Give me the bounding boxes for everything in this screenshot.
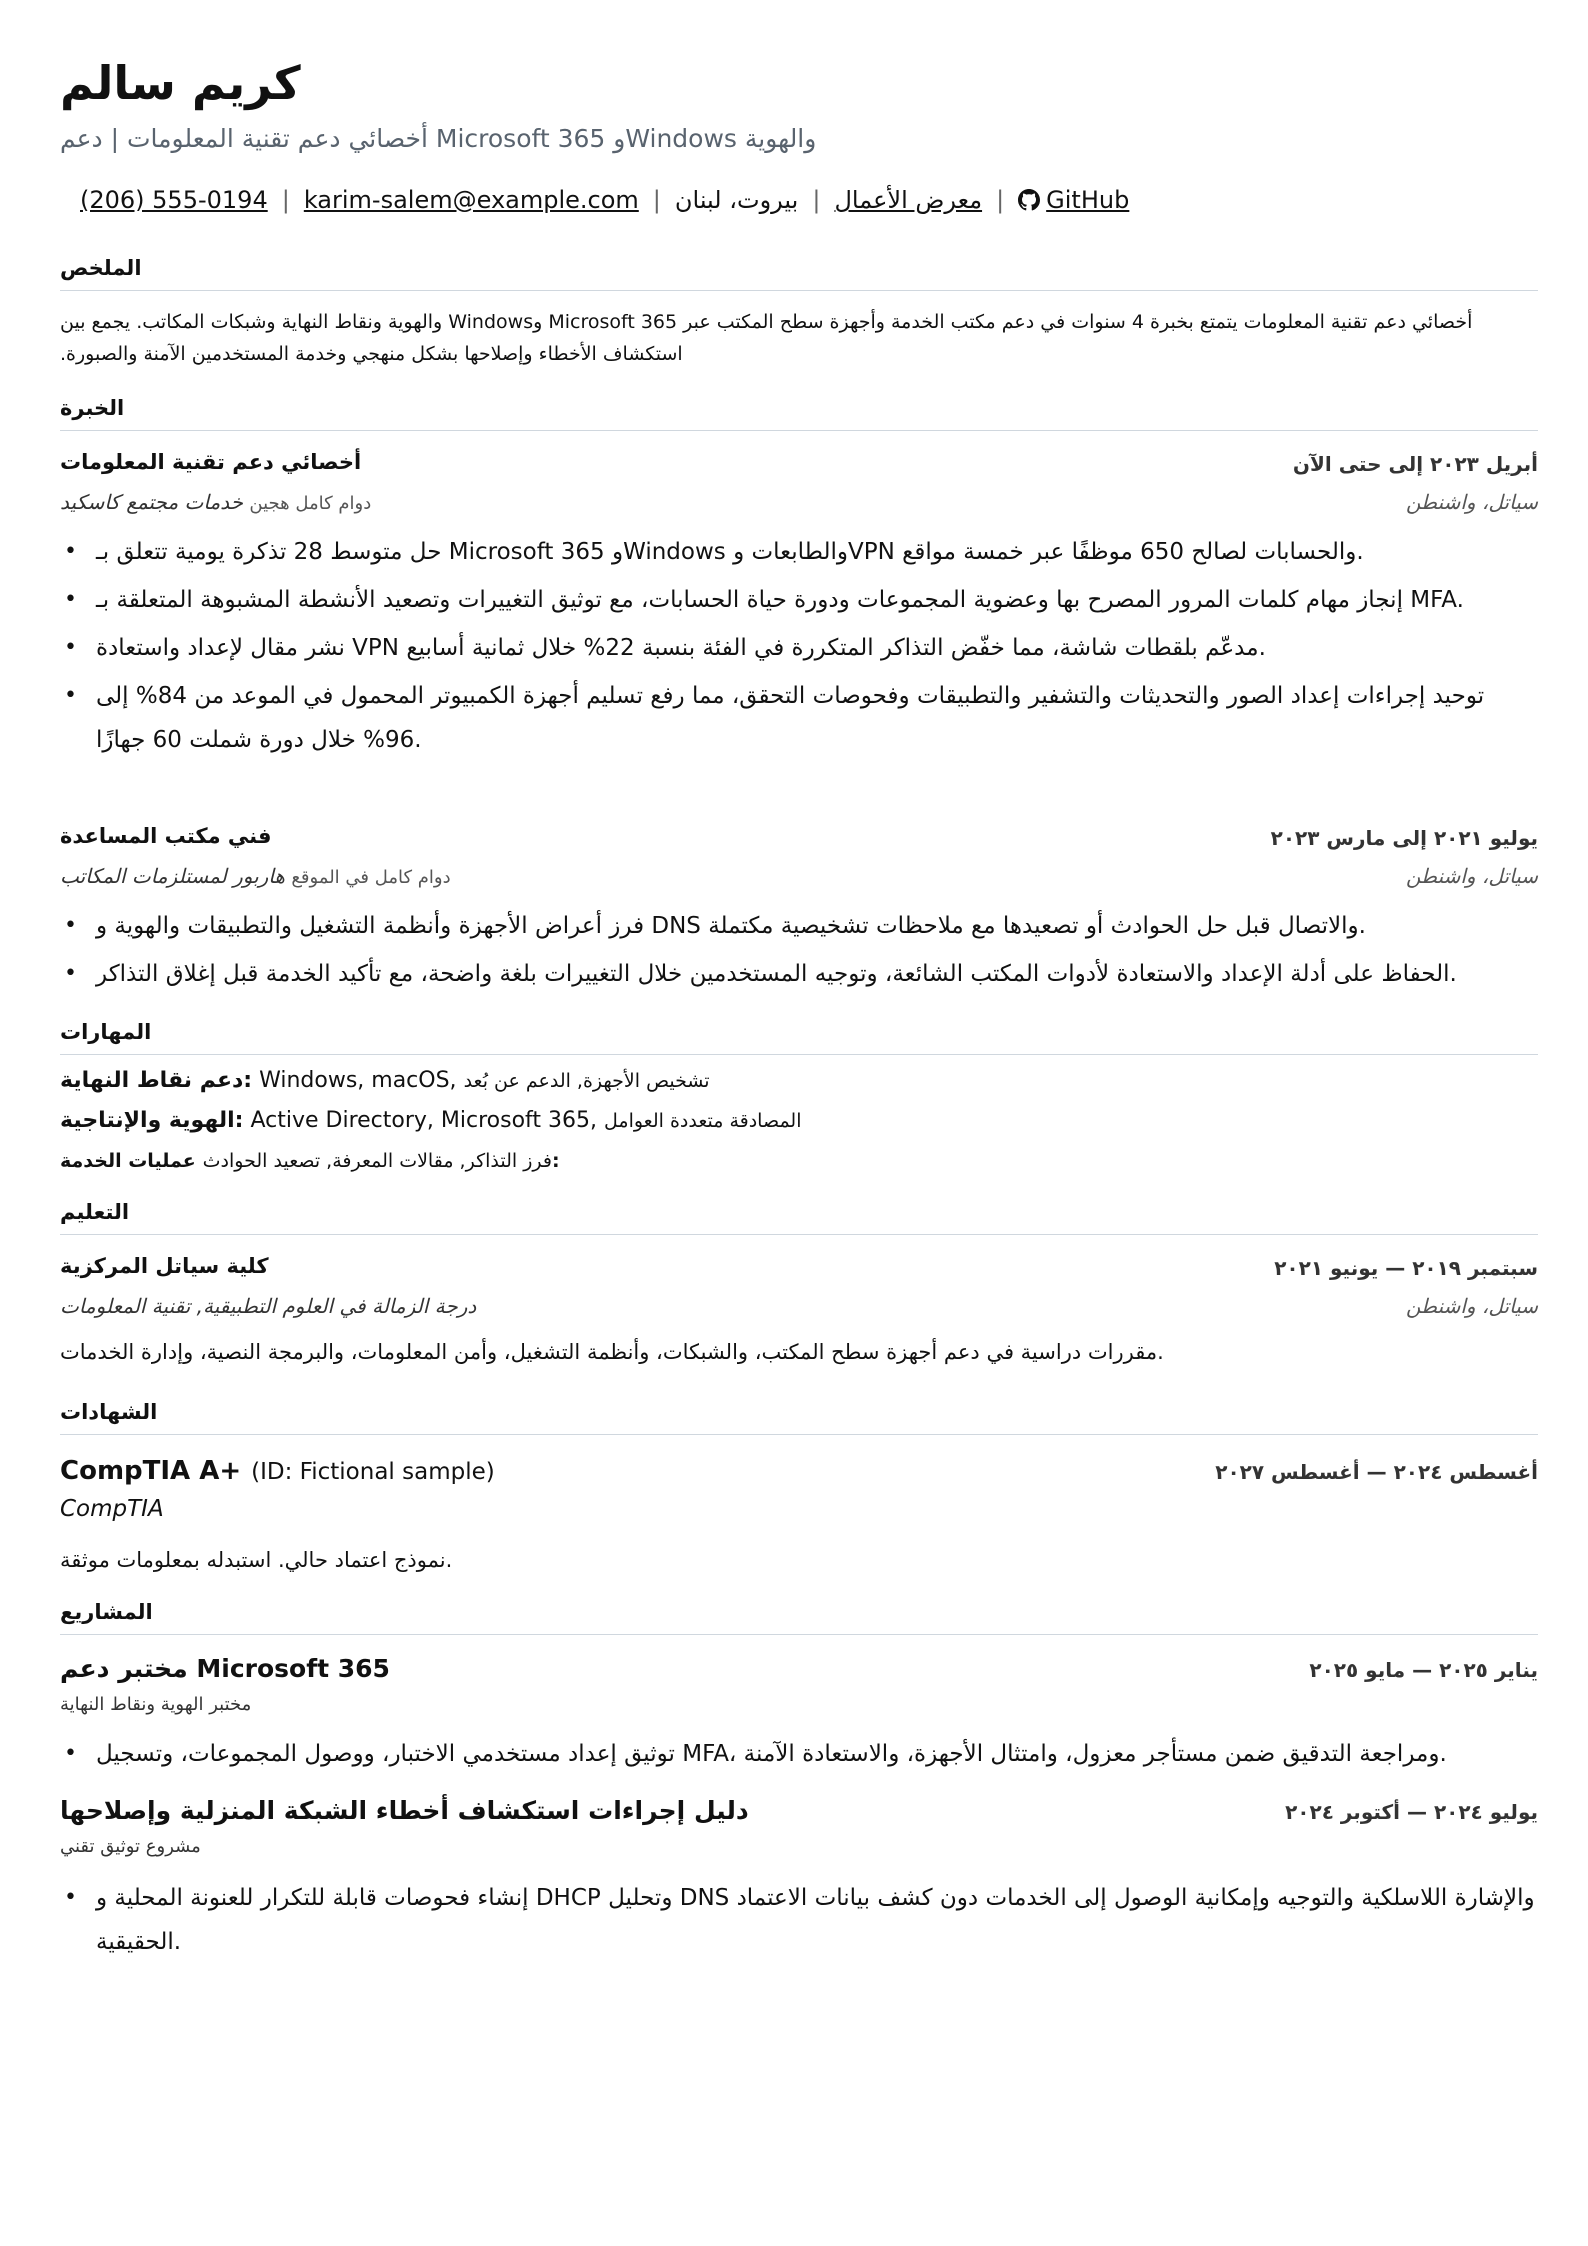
skill-values-ar: تشخيص الأجهزة, الدعم عن بُعد xyxy=(463,1070,710,1092)
job-dates: يوليو ٢٠٢١ إلى مارس ٢٠٢٣ xyxy=(1270,826,1538,850)
cert-issuer: CompTIA xyxy=(60,1496,164,1522)
project-subtitle: مختبر الهوية ونقاط النهاية xyxy=(60,1694,252,1715)
cert-dates: أغسطس ٢٠٢٤ — أغسطس ٢٠٢٧ xyxy=(1215,1460,1538,1484)
skill-label: دعم نقاط النهاية: xyxy=(60,1068,253,1093)
list-item: • إنشاء فحوصات قابلة للتكرار للعنونة المحلية و DHCP وتحليل DNS والإشارة اللاسلكية والتوجيه وإمكانية الوصول إلى الخدمات دون كشف بيانات الاعتماد الحقيقية. xyxy=(60,1876,1538,1964)
school-name: كلية سياتل المركزية xyxy=(60,1254,269,1278)
section-title-experience: الخبرة xyxy=(60,396,1538,431)
degree xyxy=(60,1294,476,1318)
company-name: هاربور لمستلزمات المكاتب xyxy=(60,864,285,888)
email-link[interactable]: karim-salem@example.com xyxy=(303,186,639,214)
section-title-education: التعليم xyxy=(60,1200,1538,1235)
separator: | xyxy=(996,186,1005,214)
cert-title xyxy=(60,1456,495,1486)
skill-values: Windows, macOS, xyxy=(259,1068,457,1093)
job-dates: أبريل ٢٠٢٣ إلى حتى الآن xyxy=(1292,452,1538,476)
list-item: • فرز أعراض الأجهزة وأنظمة التشغيل والتطبيقات والهوية و DNS والاتصال قبل حل الحوادث أو تصعيدها مع ملاحظات تشخيصية مكتملة. xyxy=(60,904,1538,948)
separator: | xyxy=(652,186,661,214)
project-subtitle: مشروع توثيق تقني xyxy=(60,1836,201,1857)
project-title: دليل إجراءات استكشاف أخطاء الشبكة المنزلية وإصلاحها xyxy=(60,1796,749,1825)
job-meta: دوام كامل في الموقع xyxy=(291,867,451,888)
skill-label: الهوية والإنتاجية: xyxy=(60,1108,244,1133)
contact-bar xyxy=(80,186,1129,214)
section-title-projects: المشاريع xyxy=(60,1600,1538,1635)
job-meta: دوام كامل هجين xyxy=(249,493,372,514)
list-item: • نشر مقال لإعداد واستعادة VPN مدعّم بلقطات شاشة، مما خفّض التذاكر المتكررة في الفئة بنسبة 22% خلال ثمانية أسابيع. xyxy=(60,626,1538,670)
education-location: سياتل، واشنطن xyxy=(1405,1294,1538,1318)
section-title-skills: المهارات xyxy=(60,1020,1538,1055)
list-item: • توحيد إجراءات إعداد الصور والتحديثات والتشفير والتطبيقات وفحوصات التحقق، مما رفع تسليم أجهزة الكمبيوتر المحمول في الموعد من 84% إلى 96% خلال دورة شملت 60 جهازًا. xyxy=(60,674,1538,762)
skill-row xyxy=(60,1068,710,1093)
section-title-summary: الملخص xyxy=(60,256,1538,291)
cert-name: CompTIA A+ xyxy=(60,1456,242,1486)
section-title-certifications: الشهادات xyxy=(60,1400,1538,1435)
skill-row xyxy=(60,1148,560,1173)
skill-values: Active Directory, Microsoft 365, xyxy=(250,1108,598,1133)
candidate-name: كريم سالم xyxy=(60,56,301,110)
separator: | xyxy=(281,186,290,214)
phone-link[interactable]: (206) 555-0194 xyxy=(80,186,268,214)
list-item: • توثيق إعداد مستخدمي الاختبار، ووصول المجموعات، وتسجيل MFA، ومراجعة التدقيق ضمن مستأجر معزول، وامتثال الأجهزة، والاستعادة الآمنة. xyxy=(60,1732,1538,1776)
project-dates: يوليو ٢٠٢٤ — أكتوبر ٢٠٢٤ xyxy=(1285,1800,1538,1824)
skill-row xyxy=(60,1108,802,1133)
job-bullets xyxy=(60,530,1538,766)
project-dates: يناير ٢٠٢٥ — مايو ٢٠٢٥ xyxy=(1309,1658,1538,1682)
github-label[interactable]: GitHub xyxy=(1046,186,1130,214)
education-dates: سبتمبر ٢٠١٩ — يونيو ٢٠٢١ xyxy=(1274,1256,1538,1280)
project-bullets xyxy=(60,1732,1538,1780)
portfolio-link[interactable]: معرض الأعمال xyxy=(834,186,983,214)
job-title: فني مكتب المساعدة xyxy=(60,824,272,848)
company-name: خدمات مجتمع كاسكيد xyxy=(60,490,244,514)
list-item: • الحفاظ على أدلة الإعداد والاستعادة لأدوات المكتب الشائعة، وتوجيه المستخدمين خلال التغييرات بلغة واضحة، مع تأكيد الخدمة قبل إغلاق التذاكر. xyxy=(60,952,1538,996)
job-company xyxy=(60,490,371,514)
separator: | xyxy=(812,186,821,214)
project-title: مختبر دعم Microsoft 365 xyxy=(60,1654,390,1683)
headline: أخصائي دعم تقنية المعلومات | دعم Microsoft 365 وWindows والهوية xyxy=(60,124,817,153)
github-icon xyxy=(1018,189,1040,211)
skill-values-ar: فرز التذاكر, مقالات المعرفة, تصعيد الحوادث xyxy=(202,1150,552,1172)
job-company xyxy=(60,864,451,888)
job-location: سياتل، واشنطن xyxy=(1405,490,1538,514)
job-bullets xyxy=(60,904,1538,1000)
location-text: بيروت، لبنان xyxy=(674,186,799,214)
list-item: • حل متوسط 28 تذكرة يومية تتعلق بـ Microsoft 365 وWindows والطابعات وVPN والحسابات لصالح 650 موظفًا عبر خمسة مواقع. xyxy=(60,530,1538,574)
skill-values-ar: المصادقة متعددة العوامل xyxy=(604,1110,802,1132)
project-bullets xyxy=(60,1876,1538,1968)
github-link[interactable] xyxy=(1018,186,1129,214)
list-item: • إنجاز مهام كلمات المرور المصرح بها وعضوية المجموعات ودورة حياة الحسابات، مع توثيق التغييرات وتصعيد الأنشطة المشبوهة المتعلقة بـ MFA. xyxy=(60,578,1538,622)
job-title: أخصائي دعم تقنية المعلومات xyxy=(60,450,362,474)
cert-id: (ID: Fictional sample) xyxy=(251,1459,495,1485)
job-location: سياتل، واشنطن xyxy=(1405,864,1538,888)
skill-label: عمليات الخدمة: xyxy=(60,1150,560,1172)
degree-text: درجة الزمالة في العلوم التطبيقية, تقنية المعلومات xyxy=(60,1294,477,1318)
education-courses: مقررات دراسية في دعم أجهزة سطح المكتب، والشبكات، وأنظمة التشغيل، وأمن المعلومات، والبرمجة النصية، وإدارة الخدمات. xyxy=(60,1340,1164,1364)
cert-note: نموذج اعتماد حالي. استبدله بمعلومات موثقة. xyxy=(60,1548,453,1572)
summary-text: أخصائي دعم تقنية المعلومات يتمتع بخبرة 4 سنوات في دعم مكتب الخدمة وأجهزة سطح المكتب عبر Microsoft 365 وWindows والهوية ونقاط النهاية وشبكات المكاتب. يجمع بين استكشاف الأخطاء وإصلاحها بشكل منهجي وخدمة المستخدمين الآمنة والصبورة. xyxy=(60,311,1473,365)
